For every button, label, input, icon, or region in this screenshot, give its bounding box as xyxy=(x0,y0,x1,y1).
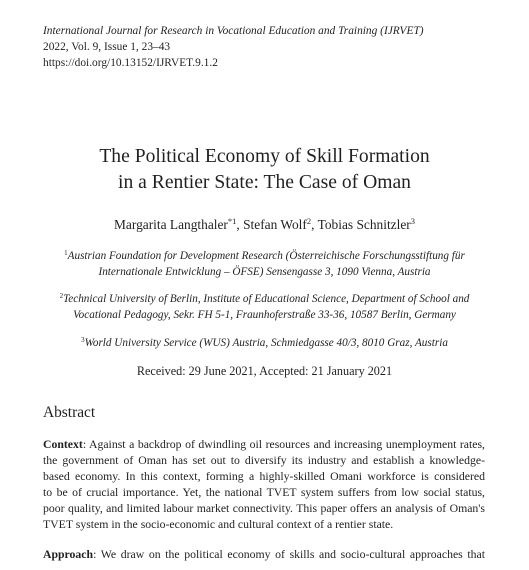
approach-label: Approach xyxy=(43,548,94,561)
context-label: Context xyxy=(43,438,83,451)
received-accepted-dates: Received: 29 June 2021, Accepted: 21 January 2021 xyxy=(136,364,393,378)
affiliation-line: Technical University of Berlin, Institute of Educational Science, Department of School and xyxy=(63,293,470,305)
journal-name: International Journal for Research in Vocational Education and Training (IJRVET) xyxy=(43,25,424,37)
paragraph-line: Approach: We draw on the political economy of skills and socio-cultural approaches that xyxy=(43,548,485,561)
paragraph-line: TVET system in the socio-economic and cultural context of a rentier state. xyxy=(43,518,394,531)
author-list xyxy=(0,216,529,234)
author-separator: , xyxy=(236,217,244,232)
abstract-heading: Abstract xyxy=(43,404,96,421)
title-line-1: The Political Economy of Skill Formation xyxy=(99,146,430,167)
author-name: Margarita Langthaler xyxy=(114,217,228,232)
author-name: Tobias Schnitzler xyxy=(317,217,411,232)
journal-header xyxy=(43,23,424,71)
affiliation-line: World University Service (WUS) Austria, Schmiedgasse 40/3, 8010 Graz, Austria xyxy=(84,337,448,349)
approach-paragraph xyxy=(43,547,485,563)
paragraph-line: the government of Oman has set out to diversify its industry and establish a knowledge- xyxy=(43,454,485,467)
author-affiliation-mark: *1 xyxy=(227,216,237,226)
author-separator: , xyxy=(311,217,318,232)
context-paragraph xyxy=(43,437,485,533)
affiliation-line: Austrian Foundation for Development Research (Österreichische Forschungsstiftung für xyxy=(67,250,465,262)
affiliation-1 xyxy=(0,248,529,280)
title-line-2: in a Rentier State: The Case of Oman xyxy=(118,172,411,193)
paragraph-line: Context: Against a backdrop of dwindling oil resources and increasing unemployment rates, xyxy=(43,438,485,451)
paper-title xyxy=(0,144,529,196)
journal-doi-link[interactable]: https://doi.org/10.13152/IJRVET.9.1.2 xyxy=(43,57,218,69)
affiliation-2 xyxy=(0,291,529,323)
affiliation-mark: 3 xyxy=(81,336,85,344)
affiliation-3 xyxy=(0,335,529,351)
affiliation-mark: 1 xyxy=(64,249,68,257)
paragraph-line: poor quality, and limited labour market connectivity. This paper offers an analysis of Oman's xyxy=(43,502,485,515)
paragraph-line: based economy. In this context, forming a highly-skilled Omani workforce is considered xyxy=(43,470,485,483)
author-name: Stefan Wolf xyxy=(243,217,307,232)
author-affiliation-mark: 3 xyxy=(410,216,415,226)
affiliation-line: Internationale Entwicklung – ÖFSE) Sensengasse 3, 1090 Vienna, Austria xyxy=(98,266,431,278)
author-affiliation-mark: 2 xyxy=(306,216,312,226)
affiliation-mark: 2 xyxy=(59,292,64,300)
journal-volume: 2022, Vol. 9, Issue 1, 23–43 xyxy=(43,41,171,53)
affiliation-line: Vocational Pedagogy, Sekr. FH 5-1, Fraunhoferstraße 33-36, 10587 Berlin, Germany xyxy=(73,309,456,321)
paragraph-line: to be of crucial importance. Yet, the national TVET system suffers from low social status, xyxy=(43,486,485,499)
